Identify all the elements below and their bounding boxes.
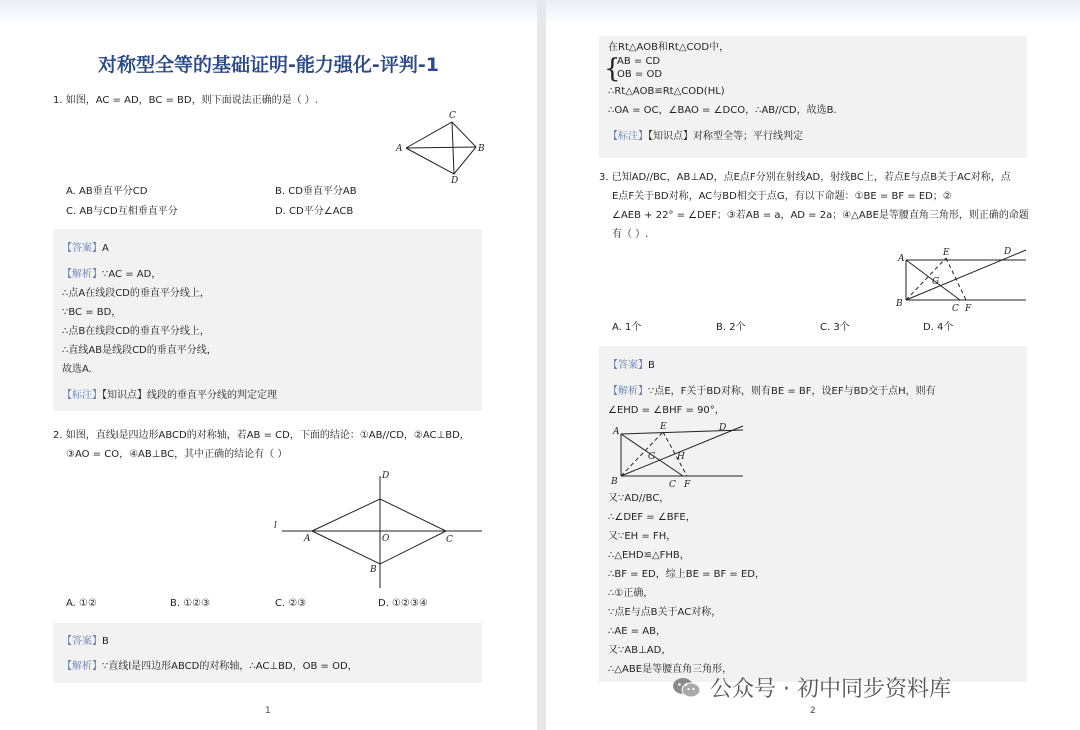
- fig3-label-c: C: [952, 304, 959, 314]
- wechat-icon: [672, 676, 702, 700]
- q1-option-b[interactable]: B. CD垂直平分AB: [275, 186, 357, 197]
- fig1-label-b: B: [478, 144, 485, 154]
- page-2: [546, 0, 1080, 730]
- answer-2-box: [53, 623, 482, 683]
- answer-1-box: [53, 229, 482, 411]
- brace-glyph: {: [604, 54, 621, 84]
- analysis-3-step-5: ∴BF = ED，综上BE = BF = ED，: [608, 569, 766, 580]
- fig3-label-b: B: [896, 299, 903, 309]
- continued-line-4: ∴Rt△AOB≌Rt△COD(HL): [608, 86, 725, 97]
- fig2-label-c: C: [446, 535, 453, 545]
- fig2-label-o: O: [382, 534, 390, 544]
- analysis-1-label: 【解析】: [62, 269, 102, 280]
- fig4-label-d: D: [719, 423, 727, 433]
- analysis-1-line-5: ∴直线AB是线段CD的垂直平分线，: [62, 345, 217, 356]
- question-2-stem-2: ③AO = CO，④AB⊥BC，其中正确的结论有（ ）: [66, 449, 288, 460]
- page-header-band-2: [546, 0, 1080, 26]
- fig2-label-b: B: [370, 565, 377, 575]
- page-1: [0, 0, 537, 730]
- analysis-3-step-8: ∴AE = AB，: [608, 626, 666, 637]
- continued-answer-box: [599, 36, 1027, 158]
- document-title: 对称型全等的基础证明-能力强化-评判-1: [98, 54, 439, 76]
- analysis-3-step-1: 又∵AD//BC，: [608, 493, 670, 504]
- answer-1-label: 【答案】: [62, 243, 102, 254]
- analysis-3-step-4: ∴△EHD≌△FHB，: [608, 550, 690, 561]
- q3-option-d[interactable]: D. 4个: [923, 322, 954, 333]
- analysis-1-line-1: ∵AC = AD，: [102, 269, 162, 280]
- analysis-3-step-2: ∴∠DEF = ∠BFE，: [608, 512, 696, 523]
- answer-1-value: A: [102, 243, 109, 254]
- answer-3-label: 【答案】: [608, 360, 648, 371]
- question-3-stem-1: 3. 已知AD//BC，AB⊥AD，点E点F分别在射线AD，射线BC上，若点E与点B关于AC对称，点: [599, 172, 1011, 183]
- analysis-3-step-9: 又∵AB⊥AD，: [608, 645, 672, 656]
- fig4-label-c: C: [669, 480, 676, 490]
- question-3-stem-2: E点F关于BD对称，AC与BD相交于点G，有以下命题：①BE = BF = ED；②: [612, 191, 952, 202]
- fig4-label-h: H: [677, 452, 685, 462]
- continued-note-label: 【标注】: [608, 131, 648, 142]
- analysis-3-line-1: ∵点E，F关于BD对称，则有BE = BF，设EF与BD交于点H，则有: [648, 386, 936, 397]
- fig4-label-e: E: [660, 422, 667, 432]
- q1-option-d[interactable]: D. CD平分∠ACB: [275, 206, 354, 217]
- question-1-stem: 1. 如图，AC = AD，BC = BD，则下面说法正确的是（ ）.: [53, 95, 318, 106]
- page-1-number: 1: [265, 706, 271, 716]
- fig3-label-g: G: [932, 277, 940, 287]
- fig3-label-d: D: [1004, 247, 1012, 257]
- q1-option-c[interactable]: C. AB与CD互相垂直平分: [66, 206, 178, 217]
- analysis-1-line-6: 故选A.: [62, 364, 92, 375]
- continued-line-5: ∴OA = OC，∠BAO = ∠DCO，∴AB//CD，故选B.: [608, 105, 837, 116]
- note-1-label: 【标注】: [62, 390, 102, 401]
- q2-option-c[interactable]: C. ②③: [275, 598, 307, 609]
- q1-option-a[interactable]: A. AB垂直平分CD: [66, 186, 148, 197]
- analysis-2-label: 【解析】: [62, 661, 102, 672]
- analysis-3-figure: [605, 422, 745, 492]
- fig1-label-a: A: [396, 144, 403, 154]
- answer-2-value: B: [102, 636, 109, 647]
- fig2-label-a: A: [304, 534, 311, 544]
- question-2-figure: [270, 466, 482, 592]
- fig2-label-d: D: [382, 471, 390, 481]
- watermark-text: 公众号 · 初中同步资料库: [710, 677, 951, 702]
- fig4-label-a: A: [613, 427, 620, 437]
- answer-3-value: B: [648, 360, 655, 371]
- note-1-text: 【知识点】线段的垂直平分线的判定定理: [102, 390, 277, 401]
- analysis-3-step-7: ∵点E与点B关于AC对称，: [608, 607, 722, 618]
- q3-option-c[interactable]: C. 3个: [820, 322, 850, 333]
- analysis-1-line-3: ∵BC = BD，: [62, 307, 122, 318]
- answer-3-box: [599, 346, 1027, 682]
- fig1-label-d: D: [451, 176, 459, 184]
- analysis-3-step-10: ∴△ABE是等腰直角三角形，: [608, 664, 733, 675]
- page-2-number: 2: [810, 706, 816, 716]
- question-3-figure: [894, 244, 1032, 316]
- analysis-3-label: 【解析】: [608, 386, 648, 397]
- question-1-figure: [392, 108, 492, 184]
- continued-note-text: 【知识点】对称型全等；平行线判定: [648, 131, 803, 142]
- page-header-band: [0, 0, 537, 26]
- fig4-label-f: F: [684, 480, 691, 490]
- question-3-stem-4: 有（ ）.: [612, 229, 649, 240]
- fig3-label-a: A: [898, 254, 905, 264]
- continued-line-1: 在Rt△AOB和Rt△COD中，: [608, 42, 730, 53]
- fig3-label-e: E: [943, 248, 950, 258]
- question-2-stem-1: 2. 如图，直线l是四边形ABCD的对称轴，若AB = CD，下面的结论：①AB//CD，②AC⊥BD，: [53, 430, 470, 441]
- analysis-3-line-2: ∠EHD = ∠BHF = 90°，: [608, 405, 725, 416]
- fig1-label-c: C: [449, 111, 456, 121]
- q2-option-a[interactable]: A. ①②: [66, 598, 97, 609]
- fig4-label-g: G: [648, 452, 656, 462]
- fig4-label-b: B: [611, 477, 618, 487]
- continued-line-2: AB = CD: [617, 56, 661, 67]
- watermark: [672, 672, 951, 703]
- q3-option-a[interactable]: A. 1个: [612, 322, 642, 333]
- answer-2-label: 【答案】: [62, 636, 102, 647]
- question-3-stem-3: ∠AEB + 22° = ∠DEF；③若AB = a，AD = 2a；④△ABE是等腰直角三角形，则正确的命题: [612, 210, 1029, 221]
- analysis-1-line-2: ∴点A在线段CD的垂直平分线上，: [62, 288, 210, 299]
- q2-option-b[interactable]: B. ①②③: [170, 598, 211, 609]
- continued-line-3: OB = OD: [617, 69, 663, 80]
- analysis-1-line-4: ∴点B在线段CD的垂直平分线上，: [62, 326, 210, 337]
- q3-option-b[interactable]: B. 2个: [716, 322, 746, 333]
- analysis-3-step-6: ∴①正确，: [608, 588, 654, 599]
- analysis-2-line-1: ∵直线l是四边形ABCD的对称轴，∴AC⊥BD，OB = OD，: [102, 661, 358, 672]
- fig3-label-f: F: [965, 304, 972, 314]
- fig2-label-l: l: [274, 521, 277, 531]
- q2-option-d[interactable]: D. ①②③④: [378, 598, 428, 609]
- analysis-3-step-3: 又∵EH = FH，: [608, 531, 677, 542]
